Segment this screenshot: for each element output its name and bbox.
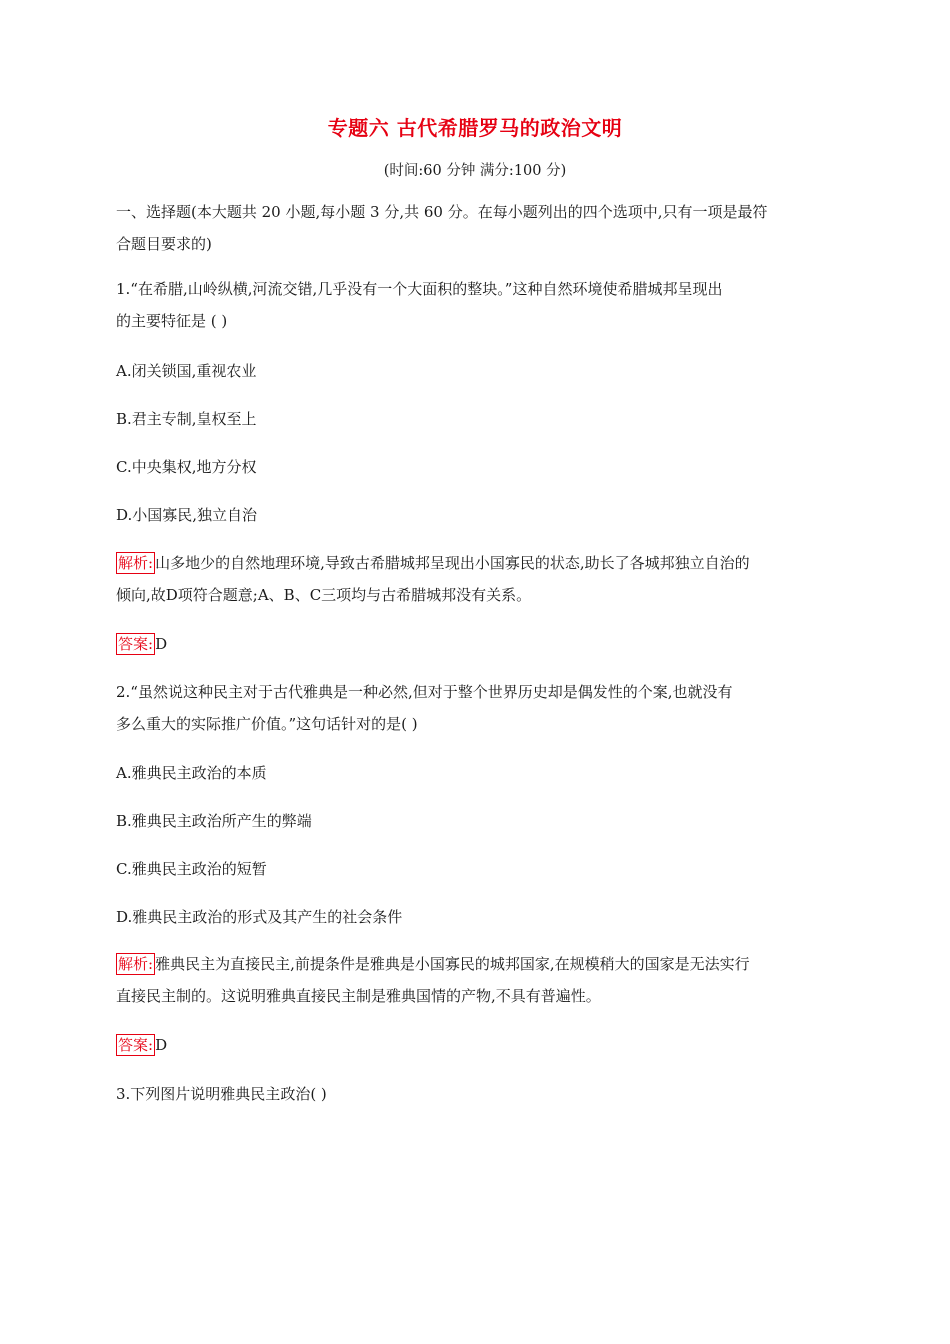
- question-text-line: 1.“在希腊,山岭纵横,河流交错,几乎没有一个大面积的整块。”这种自然环境使希腊城邦呈现出: [116, 280, 723, 298]
- question-2-option-c: C.雅典民主政治的短暂: [116, 860, 267, 878]
- page-title: 专题六 古代希腊罗马的政治文明: [327, 116, 623, 140]
- analysis-label: 解析:: [118, 554, 154, 572]
- analysis-text-line: 直接民主制的。这说明雅典直接民主制是雅典国情的产物,不具有普遍性。: [116, 987, 601, 1005]
- question-2-option-d: D.雅典民主政治的形式及其产生的社会条件: [116, 908, 403, 926]
- question-2-analysis: [116, 948, 836, 1012]
- answer-label: 答案:: [118, 635, 154, 653]
- question-1-option-d: D.小国寡民,独立自治: [116, 506, 258, 524]
- question-2-answer: [116, 1029, 836, 1061]
- question-2-option-b: B.雅典民主政治所产生的弊端: [116, 812, 312, 830]
- question-2-option-a: A.雅典民主政治的本质: [116, 764, 267, 782]
- question-2-stem: [116, 676, 836, 740]
- instruction-line: 合题目要求的): [116, 235, 212, 253]
- question-1-analysis: [116, 547, 836, 611]
- instruction-line: 一、选择题(本大题共 20 小题,每小题 3 分,共 60 分。在每小题列出的四个选项中,只有一项是最符: [116, 203, 768, 221]
- question-1-option-a: A.闭关锁国,重视农业: [116, 362, 257, 380]
- question-1-option-b: B.君主专制,皇权至上: [116, 410, 257, 428]
- question-1-stem: [116, 273, 836, 337]
- section-instructions: [116, 196, 836, 260]
- question-1-option-c: C.中央集权,地方分权: [116, 458, 257, 476]
- answer-value: D: [155, 635, 168, 653]
- question-3-stem: 3.下列图片说明雅典民主政治( ): [116, 1085, 327, 1103]
- exam-info: (时间:60 分钟 满分:100 分): [383, 163, 567, 179]
- analysis-label: 解析:: [118, 955, 154, 973]
- question-1-answer: [116, 628, 836, 660]
- analysis-text-line: 倾向,故D项符合题意;A、B、C三项均与古希腊城邦没有关系。: [116, 586, 532, 604]
- question-text-line: 的主要特征是 ( ): [116, 312, 228, 330]
- question-text-line: 多么重大的实际推广价值。”这句话针对的是( ): [116, 715, 418, 733]
- question-text-line: 2.“虽然说这种民主对于古代雅典是一种必然,但对于整个世界历史却是偶发性的个案,也就没有: [116, 683, 733, 701]
- analysis-text-line: 雅典民主为直接民主,前提条件是雅典是小国寡民的城邦国家,在规模稍大的国家是无法实行: [155, 955, 750, 973]
- analysis-text-line: 山多地少的自然地理环境,导致古希腊城邦呈现出小国寡民的状态,助长了各城邦独立自治的: [155, 554, 750, 572]
- answer-value: D: [155, 1036, 168, 1054]
- answer-label: 答案:: [118, 1036, 154, 1054]
